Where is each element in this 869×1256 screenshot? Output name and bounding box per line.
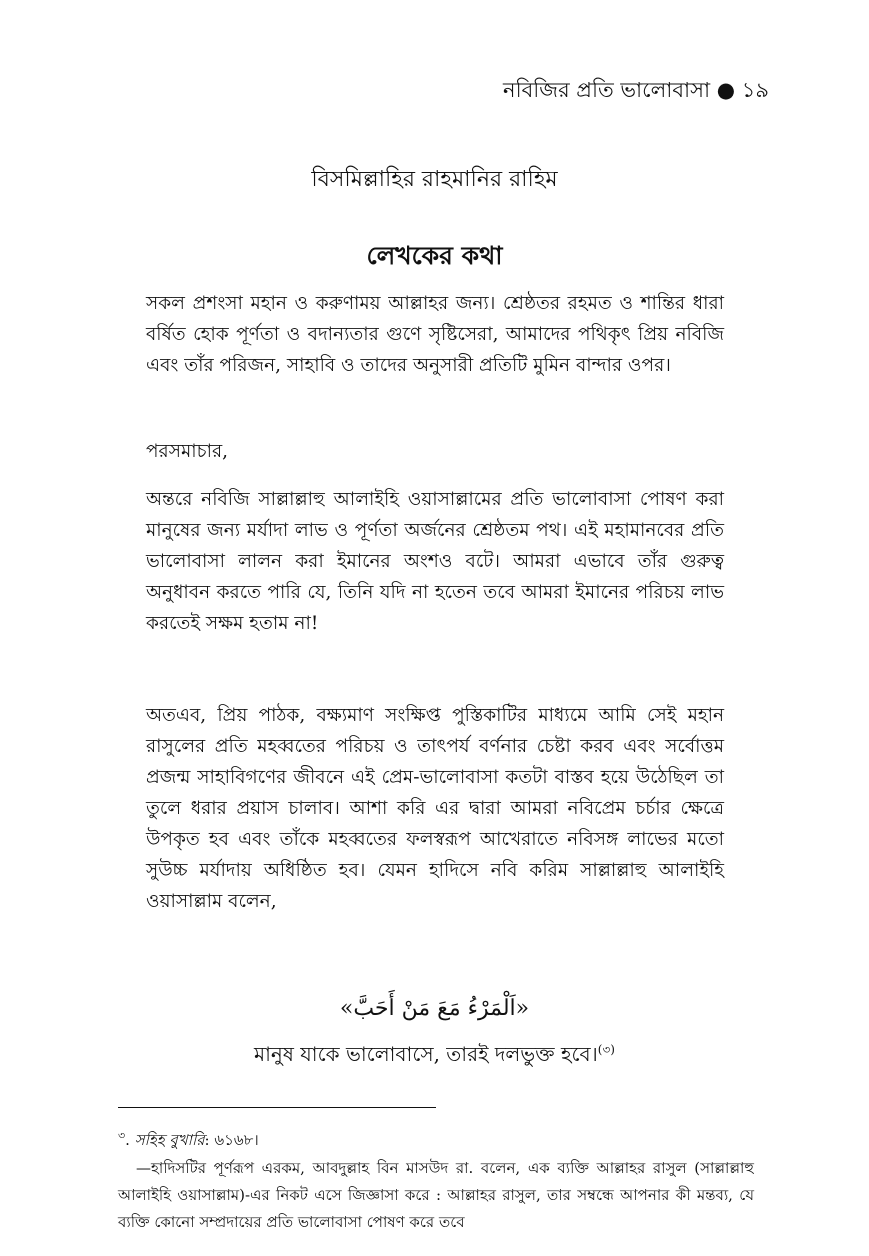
footnote-divider [118,1107,436,1108]
footnote-marker: (৩) [597,1042,615,1057]
chapter-title: লেখকের কথা [366,241,503,270]
footnote-reference: $^৩$. সহিহ বুখারি: ৬১৬৮। [118,1129,259,1149]
paragraph-purpose: অতএব, প্রিয় পাঠক, বক্ষ্যমাণ সংক্ষিপ্ত পুস্তিকাটির মাধ্যমে আমি সেই মহান রাসুলের প্রতি মহব্বতের পরিচয় ও তাৎপর্য বর্ণনার চেষ্টা করব এবং সর্বোত্তম প্রজন্ম সাহাবিগণের জীবনে এই প্রেম-ভালোবাসা কতটা বাস্তব হয়ে উঠেছিল তা তুলে ধরার প্রয়াস চালাব। আশা করি এর দ্বারা আমরা নবিপ্রেম চর্চার ক্ষেত্রে উপকৃত হব এবং তাঁকে মহব্বতের ফলস্বরূপ আখেরাতে নবিসঙ্গ লাভের মতো সুউচ্চ মর্যাদায় অধিষ্ঠিত হব। যেমন হাদিসে নবি করিম সাল্লাল্লাহু আলাইহি ওয়াসাল্লাম বলেন, [146,705,724,912]
paragraph-love-of-prophet: অন্তরে নবিজি সাল্লাল্লাহু আলাইহি ওয়াসাল্লামের প্রতি ভালোবাসা পোষণ করা মানুষের জন্য মর্যাদা লাভ ও পূর্ণতা অর্জনের শ্রেষ্ঠতম পথ। এই মহামানবের প্রতি ভালোবাসা লালন করা ইমানের অংশও বটে। আমরা এভাবে তাঁর গুরুত্ব অনুধাবন করতে পারি যে, তিনি যদি না হতেন তবে আমরা ইমানের পরিচয় লাভ করতেই সক্ষম হতাম না! [146,489,724,634]
arabic-hadith-quote: «اَلْمَرْءُ مَعَ مَنْ أَحَبَّ» [339,996,530,1021]
running-head: নবিজির প্রতি ভালোবাসা ● ১৯ [503,78,769,102]
bismillah-line: বিসমিল্লাহির রাহমানির রাহিম [311,167,558,192]
footnote-source: সহিহ বুখারি [134,1131,205,1149]
paragraph-salutation: পরসমাচার, [146,441,228,462]
paragraph-praise: সকল প্রশংসা মহান ও করুণাময় আল্লাহর জন্য। শ্রেষ্ঠতর রহমত ও শান্তির ধারা বর্ষিত হোক পূর্ণতা ও বদান্যতার গুণে সৃষ্টিসেরা, আমাদের পথিকৃৎ প্রিয় নবিজি এবং তাঁর পরিজন, সাহাবি ও তাদের অনুসারী প্রতিটি মুমিন বান্দার ওপর। [146,293,724,376]
footnote-number: ৩ [118,1129,126,1142]
translation-text: মানুষ যাকে ভালোবাসে, তারই দলভুক্ত হবে। [254,1042,598,1066]
footnote-source-number: : ৬১৬৮। [204,1131,259,1149]
footnote-text: —হাদিসটির পূর্ণরূপ এরকম, আবদুল্লাহ বিন মাসউদ রা. বলেন, এক ব্যক্তি আল্লাহর রাসুল (সাল্লাল্লাহু আলাইহি ওয়াসাল্লাম)-এর নিকট এসে জিজ্ঞাসা করে : আল্লাহর রাসুল, তার সম্বন্ধে আপনার কী মন্তব্য, যে ব্যক্তি কোনো সম্প্রদায়ের প্রতি ভালোবাসা পোষণ করে তবে [118,1159,754,1231]
hadith-translation [0,1040,869,1073]
